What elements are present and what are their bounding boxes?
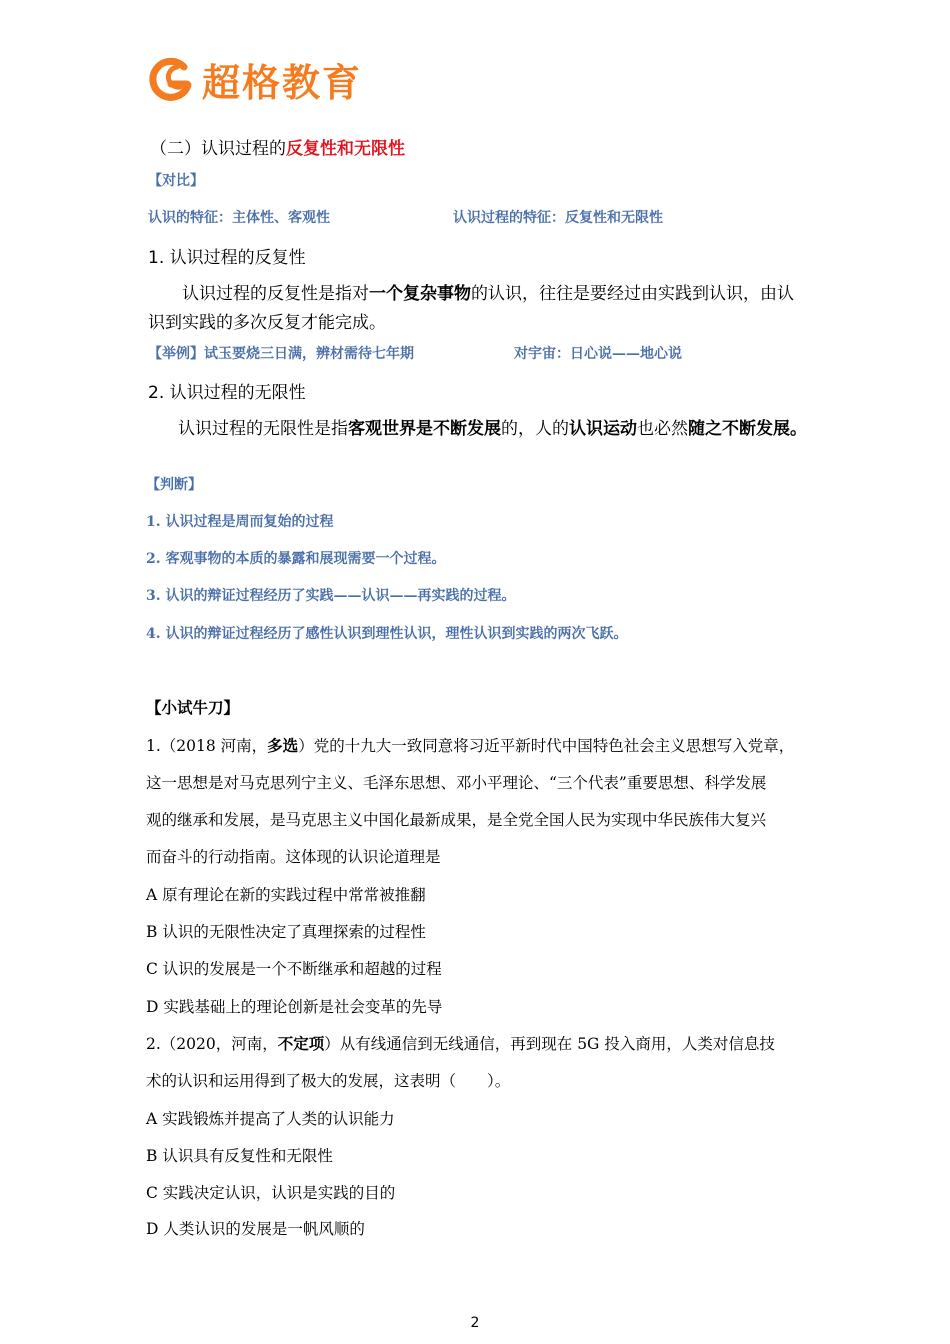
judge-item-4: 4. 认识的辩证过程经历了感性认识到理性认识，理性认识到实践的两次飞跃。 — [146, 626, 628, 642]
point2-heading: 2. 认识过程的无限性 — [148, 383, 306, 403]
point1-line1: 认识过程的反复性是指对一个复杂事物的认识，往往是要经过由实践到认识，由认 — [182, 284, 794, 304]
example-line: 【举例】试玉要烧三日满，辨材需待七年期 — [148, 346, 414, 362]
point2-line: 认识过程的无限性是指客观世界是不断发展的，人的认识运动也必然随之不断发展。 — [178, 419, 807, 439]
section-title-emphasis: 反复性和无限性 — [286, 139, 405, 159]
brand-name: 超格教育 — [202, 61, 363, 105]
q1-line1: 1.（2018 河南，多选）党的十九大一致同意将习近平新时代中国特色社会主义思想写入党章， — [146, 736, 795, 755]
brand-mark-icon — [146, 55, 196, 105]
compare-right: 认识过程的特征：反复性和无限性 — [453, 210, 663, 226]
q2-line2: 术的认识和运用得到了极大的发展，这表明（ ）。 — [146, 1072, 511, 1090]
judge-item-2: 2. 客观事物的本质的暴露和展现需要一个过程。 — [146, 551, 446, 567]
q2-line1: 2.（2020，河南，不定项）从有线通信到无线通信，再到现在 5G 投入商用，人类对信息技 — [146, 1034, 775, 1053]
q1-option-a: A 原有理论在新的实践过程中常常被推翻 — [146, 886, 426, 904]
judge-tag: 【判断】 — [146, 477, 202, 493]
q1-line4: 而奋斗的行动指南。这体现的认识论道理是 — [146, 848, 441, 866]
page-number: 2 — [470, 1315, 480, 1331]
q1-option-c: C 认识的发展是一个不断继承和超越的过程 — [146, 960, 442, 978]
q1-line2: 这一思想是对马克思列宁主义、毛泽东思想、邓小平理论、“三个代表”重要思想、科学发展 — [146, 774, 767, 792]
q2-option-b: B 认识具有反复性和无限性 — [146, 1147, 333, 1165]
section-title: （二）认识过程的反复性和无限性 — [150, 139, 405, 159]
judge-item-1: 1. 认识过程是周而复始的过程 — [146, 514, 334, 530]
point1-line2: 识到实践的多次反复才能完成。 — [148, 313, 386, 333]
judge-item-3: 3. 认识的辩证过程经历了实践——认识——再实践的过程。 — [146, 588, 516, 604]
q1-line3: 观的继承和发展，是马克思主义中国化最新成果，是全党全国人民为实现中华民族伟大复兴 — [146, 811, 767, 829]
practice-tag: 【小试牛刀】 — [146, 699, 240, 717]
point1-heading: 1. 认识过程的反复性 — [148, 248, 306, 268]
compare-left: 认识的特征：主体性、客观性 — [148, 210, 330, 226]
q2-option-c: C 实践决定认识，认识是实践的目的 — [146, 1184, 396, 1202]
q1-option-d: D 实践基础上的理论创新是社会变革的先导 — [146, 998, 443, 1016]
brand-logo — [146, 52, 362, 107]
example-line-2: 对宇宙：日心说——地心说 — [514, 346, 682, 362]
q2-option-a: A 实践锻炼并提高了人类的认识能力 — [146, 1110, 395, 1128]
q1-option-b: B 认识的无限性决定了真理探索的过程性 — [146, 923, 426, 941]
q2-option-d: D 人类认识的发展是一帆风顺的 — [146, 1220, 365, 1238]
compare-tag: 【对比】 — [148, 173, 204, 189]
